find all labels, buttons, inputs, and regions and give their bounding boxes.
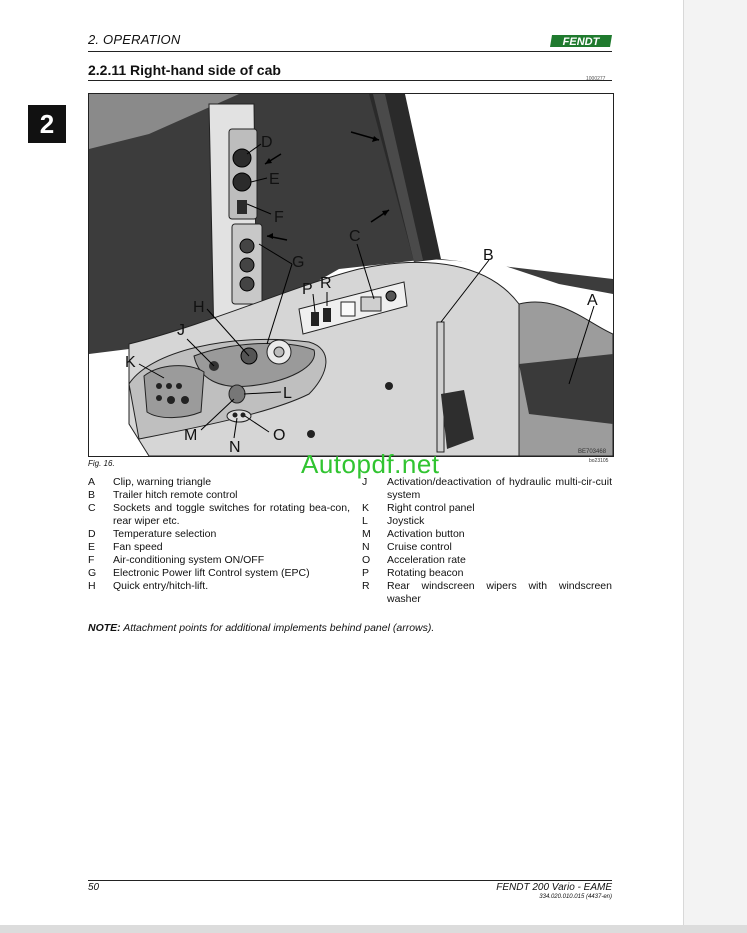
legend-key: K (362, 502, 370, 514)
legend-text: Clip, warning triangle (113, 476, 212, 488)
header-section-title: 2. OPERATION (88, 32, 181, 47)
legend-text: Acceleration rate (387, 554, 466, 566)
header-rule (88, 51, 612, 52)
legend-text: Joystick (387, 515, 425, 527)
callout-r: R (320, 275, 332, 292)
callout-g: G (292, 254, 305, 271)
legend-text: Sockets and toggle switches for rotating bea-con, rear wiper etc. (113, 502, 350, 527)
legend-key: G (88, 567, 97, 579)
legend-key: A (88, 476, 96, 488)
footer-title: FENDT 200 Vario - EAME (496, 882, 612, 893)
legend-key: H (88, 580, 96, 592)
callout-a: A (587, 292, 598, 309)
legend-text: Temperature selection (113, 528, 217, 540)
section-title: 2.2.11 Right-hand side of cab (88, 62, 281, 78)
legend-item (362, 476, 612, 502)
legend-key: C (88, 502, 96, 514)
note (88, 622, 434, 634)
legend-key: D (88, 528, 96, 540)
legend-left (88, 476, 350, 593)
viewer-bottom-bar (0, 925, 747, 933)
footer-rule (88, 880, 612, 881)
legend-text: Trailer hitch remote control (113, 489, 238, 501)
cab-drawing (89, 94, 613, 456)
legend-item (362, 580, 612, 606)
legend-key: L (362, 515, 368, 527)
callout-b: B (483, 247, 494, 264)
title-rule (88, 80, 612, 81)
legend-text: Cruise control (387, 541, 452, 553)
legend-text: Quick entry/hitch-lift. (113, 580, 209, 592)
cab-illustration (88, 93, 614, 457)
brand-text: FENDT (562, 36, 600, 48)
legend-item (362, 554, 612, 567)
legend-text: Fan speed (113, 541, 163, 553)
legend-text: Activation button (387, 528, 465, 540)
callout-k: K (125, 354, 136, 371)
legend-item (88, 580, 350, 593)
legend-item (362, 515, 612, 528)
callout-l: L (283, 385, 292, 402)
callout-j: J (177, 322, 185, 339)
legend-text: Electronic Power lift Control system (EPC) (113, 567, 310, 579)
legend-item (362, 502, 612, 515)
legend-text: Air-conditioning system ON/OFF (113, 554, 265, 566)
figure-ref-code-2: bo23105 (589, 458, 609, 464)
legend-key: N (362, 541, 370, 553)
legend-item (88, 541, 350, 554)
legend-right (362, 476, 612, 606)
note-label: NOTE: (88, 622, 121, 634)
legend-key: O (362, 554, 371, 566)
page-number: 50 (88, 882, 100, 893)
callout-m: M (184, 427, 198, 444)
legend-item (88, 528, 350, 541)
legend-item (362, 541, 612, 554)
footer-code: 334.020.010.015 (4437-en) (539, 894, 612, 900)
legend-text: Activation/deactivation of hydraulic multi-cir-cuit system (387, 476, 612, 501)
section-code: 1000277 (586, 76, 606, 82)
callout-e: E (269, 171, 280, 188)
legend-text: Rotating beacon (387, 567, 464, 579)
callout-f: F (274, 209, 284, 226)
callout-c: C (349, 228, 361, 245)
callout-h: H (193, 299, 205, 316)
legend-key: F (88, 554, 95, 566)
viewer-side-panel (683, 0, 747, 933)
legend-key: P (362, 567, 370, 579)
callout-d: D (261, 134, 273, 151)
legend-item (88, 502, 350, 528)
legend-item (88, 554, 350, 567)
legend-item (88, 567, 350, 580)
callout-n: N (229, 439, 241, 456)
callout-o: O (273, 427, 286, 444)
callout-p: P (302, 281, 313, 298)
figure-ref-code: BE703468 (578, 449, 607, 455)
figure-caption: Fig. 16. (88, 459, 115, 468)
fendt-logo (550, 34, 612, 48)
legend-item (362, 528, 612, 541)
legend-key: B (88, 489, 96, 501)
legend-item (362, 567, 612, 580)
legend-key: M (362, 528, 371, 540)
legend-item (88, 489, 350, 502)
watermark: Autopdf.net (301, 449, 440, 479)
chapter-tab: 2 (28, 105, 66, 143)
legend-key: E (88, 541, 96, 553)
legend-text: Right control panel (387, 502, 475, 514)
legend-text: Rear windscreen wipers with windscreen washer (387, 580, 612, 605)
legend-key: R (362, 580, 370, 592)
legend-item (88, 476, 350, 489)
note-text: Attachment points for additional implements behind panel (arrows). (123, 622, 435, 634)
legend-key: J (362, 476, 368, 488)
